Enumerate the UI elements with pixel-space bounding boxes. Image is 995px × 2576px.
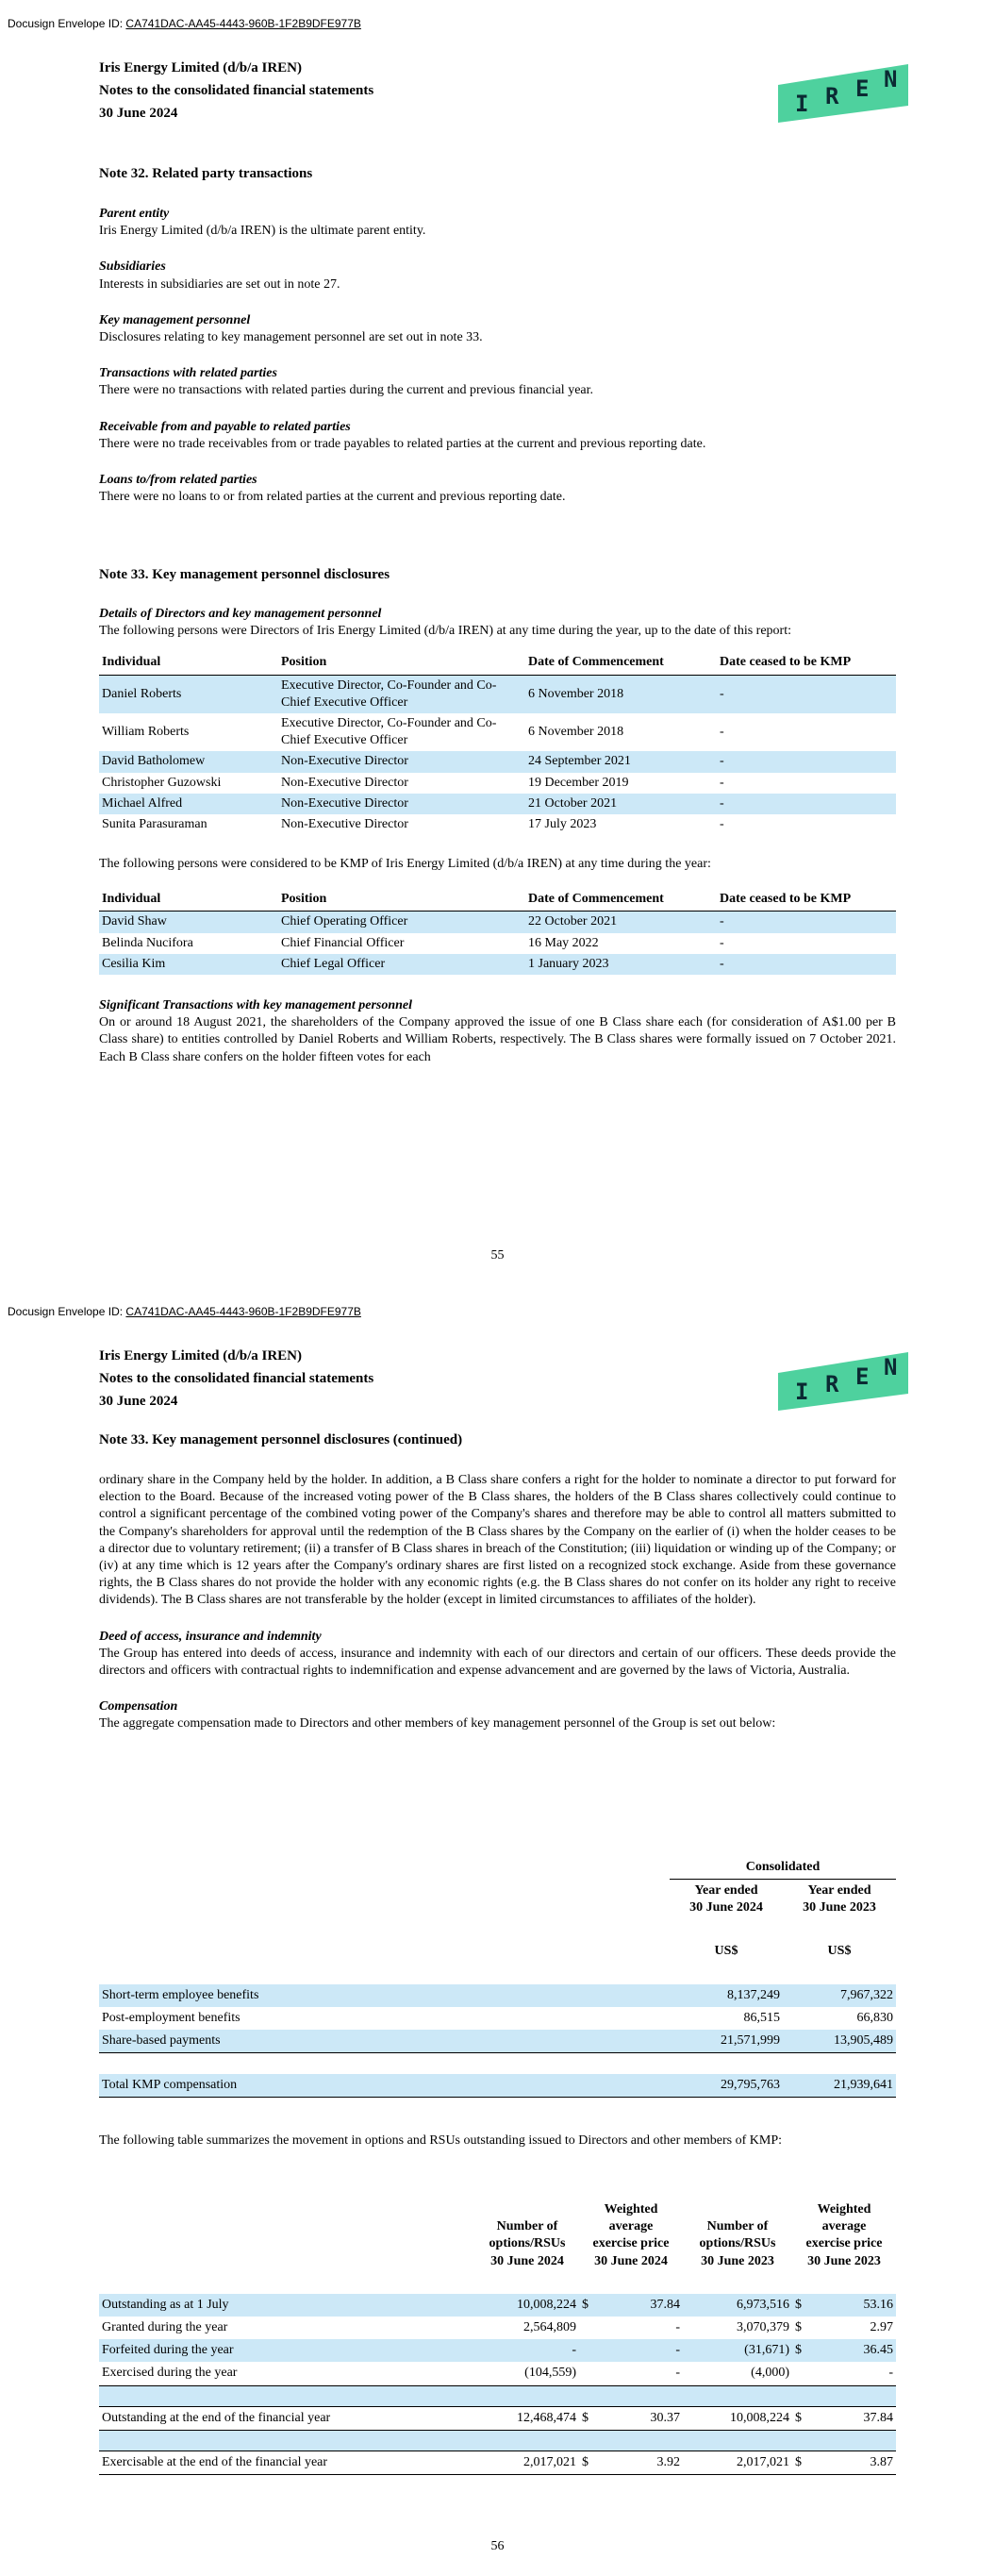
deed-body: The Group has entered into deeds of access, insurance and indemnity with each of our directors and certain of our officers. These deeds provide the directors and officers with contractual rights to indemnification and expense advancement and are governed by the laws of Victoria, Australia. (99, 1646, 896, 1678)
options-intro: The following table summarizes the movement in options and RSUs outstanding issued to Directors and other members of KMP: (99, 2133, 783, 2148)
cell-position: Executive Director, Co-Founder and Co-Chief Executive Officer (278, 675, 525, 713)
col-header: Individual (99, 651, 278, 675)
currency-2024: US$ (714, 1944, 738, 1959)
cell-ceased: - (720, 775, 724, 790)
col-header-line: 30 June 2023 (803, 1900, 876, 1915)
header-line: Number of (496, 2219, 558, 2234)
currency-2024: $ (579, 2294, 600, 2317)
exercisable-end-row (99, 2451, 896, 2474)
table-row (99, 933, 896, 954)
num-2024: 12,468,474 (475, 2406, 579, 2430)
total-label: Total KMP compensation (99, 2074, 670, 2098)
section-parent-entity (99, 206, 896, 240)
cell-position: Non-Executive Director (281, 775, 408, 790)
table-row (99, 2030, 896, 2053)
price-2024: 37.84 (600, 2294, 683, 2317)
header-num-2023 (683, 2199, 792, 2273)
cell-date: 6 November 2018 (528, 725, 624, 740)
note-33-continued-title: Note 33. Key management personnel disclosures (continued) (99, 1432, 463, 1447)
section-subsidiaries (99, 259, 896, 293)
section-receivables (99, 419, 896, 453)
num-2024: 2,017,021 (475, 2451, 579, 2474)
directors-intro: The following persons were Directors of Iris Energy Limited (d/b/a IREN) at any time during the year, up to the date of this report: (99, 624, 791, 639)
directors-section (99, 606, 896, 1066)
currency-2023: $ (795, 2319, 802, 2334)
col-header-line: Year ended (694, 1883, 758, 1899)
row-label: Exercisable at the end of the financial year (99, 2451, 475, 2474)
table-row (99, 2317, 896, 2339)
num-2024: - (475, 2339, 579, 2362)
table-row (99, 751, 896, 772)
envelope-id (8, 1305, 361, 1320)
deed-section (99, 1629, 896, 1681)
value-2024: 21,571,999 (670, 2030, 783, 2053)
envelope-id-value: CA741DAC-AA45-4443-960B-1F2B9DFE977B (125, 1305, 361, 1318)
note-32-sections (99, 206, 896, 525)
col-header-line: 30 June 2024 (689, 1900, 763, 1915)
price-2024: 30.37 (600, 2406, 683, 2430)
table-row (99, 773, 896, 794)
col-header-2024 (670, 1880, 783, 1920)
total-2023: 21,939,641 (783, 2074, 896, 2098)
num-2024: 10,008,224 (475, 2294, 579, 2317)
cell-position: Non-Executive Director (278, 794, 525, 814)
cell-date: 22 October 2021 (525, 912, 717, 933)
cell-position: Non-Executive Director (278, 751, 525, 772)
col-header: Position (278, 888, 525, 912)
compensation-table (99, 1856, 896, 2098)
page-number: 56 (490, 2539, 505, 2553)
cell-position: Chief Legal Officer (278, 954, 525, 975)
price-2024: - (600, 2362, 683, 2385)
table-header-row (99, 651, 896, 675)
section-body: There were no trade receivables from or trade payables to related parties at the current and previous reporting date. (99, 436, 706, 451)
cell-date: 19 December 2019 (528, 775, 629, 790)
currency-2024: $ (579, 2406, 600, 2430)
header-line: options/RSUs (489, 2236, 566, 2251)
envelope-id (8, 17, 361, 32)
cell-individual: David Batholomew (99, 751, 278, 772)
header-line: exercise price (805, 2236, 883, 2251)
row-label: Short-term employee benefits (99, 1984, 670, 2007)
section-transactions (99, 365, 896, 399)
cell-individual: William Roberts (102, 725, 190, 740)
cell-ceased: - (720, 816, 724, 831)
header-line: 30 June 2024 (490, 2253, 564, 2268)
document-header (99, 57, 373, 125)
total-2024: 29,795,763 (670, 2074, 783, 2098)
cell-ceased: - (717, 675, 896, 713)
price-2023: 2.97 (870, 2319, 893, 2334)
table-header-row (99, 888, 896, 912)
currency-row (99, 1920, 896, 1964)
note-32-title: Note 32. Related party transactions (99, 166, 313, 181)
cell-position: Chief Operating Officer (278, 912, 525, 933)
table-row (99, 2339, 896, 2362)
section-title: Subsidiaries (99, 259, 166, 275)
num-2023: 2,017,021 (683, 2451, 792, 2474)
directors-title: Details of Directors and key management personnel (99, 607, 382, 621)
deed-title: Deed of access, insurance and indemnity (99, 1629, 322, 1644)
col-header: Date of Commencement (525, 888, 717, 912)
sig-body: On or around 18 August 2021, the shareholders of the Company approved the issue of one B Class share each (for consideration of A$1.00 per B Class share) to entities controlled by Daniel Roberts and William Roberts, respectively. The B Class shares were formally issued on 7 October 2021. Each B Class share confers on the holder fifteen votes for each (99, 1015, 896, 1064)
value-2023: 13,905,489 (783, 2030, 896, 2053)
section-body: Interests in subsidiaries are set out in note 27. (99, 276, 340, 292)
currency-2023: $ (792, 2339, 813, 2362)
num-2023: 3,070,379 (737, 2319, 789, 2334)
envelope-prefix: Docusign Envelope ID: (8, 1305, 124, 1318)
row-label: Granted during the year (102, 2319, 228, 2334)
col-header: Position (278, 651, 525, 675)
row-label: Outstanding at the end of the financial year (99, 2406, 475, 2430)
document-header (99, 1345, 373, 1413)
svg-text:I: I (795, 91, 809, 117)
cell-ceased: - (717, 751, 896, 772)
section-body: There were no transactions with related parties during the current and previous financial year. (99, 383, 594, 398)
header-line: average (608, 2219, 654, 2234)
section-body: Disclosures relating to key management personnel are set out in note 33. (99, 329, 483, 344)
section-body: Iris Energy Limited (d/b/a IREN) is the ultimate parent entity. (99, 224, 426, 239)
num-2024: 2,564,809 (523, 2319, 576, 2334)
significant-transactions (99, 997, 896, 1066)
currency-2023 (792, 2362, 813, 2385)
row-label: Share-based payments (99, 2030, 670, 2053)
section-key-management-personnel (99, 312, 896, 346)
col-header: Date of Commencement (525, 651, 717, 675)
svg-text:E: E (855, 75, 870, 102)
cell-individual: Michael Alfred (99, 794, 278, 814)
header-line: Number of (706, 2219, 769, 2234)
cell-ceased: - (720, 935, 724, 950)
price-2023: - (813, 2362, 896, 2385)
note-33-continued-body (99, 1472, 896, 1751)
cell-ceased: - (717, 794, 896, 814)
num-2023: 6,973,516 (683, 2294, 792, 2317)
value-2023: 66,830 (856, 2010, 893, 2025)
svg-text:N: N (884, 66, 898, 92)
table-header-row (99, 1856, 896, 1880)
svg-text:R: R (825, 83, 839, 109)
currency-2023: $ (792, 2294, 813, 2317)
currency-2024: $ (579, 2451, 600, 2474)
col-header: Date ceased to be KMP (717, 888, 896, 912)
header-line: options/RSUs (699, 2236, 776, 2251)
section-body: There were no loans to or from related parties at the current and previous reporting date. (99, 490, 566, 505)
iren-logo (776, 1345, 910, 1413)
svg-text:R: R (825, 1371, 839, 1397)
kmp-table (99, 888, 896, 975)
header-date: 30 June 2024 (99, 106, 178, 121)
cell-date: 16 May 2022 (528, 935, 599, 950)
currency-2023: $ (792, 2451, 813, 2474)
header-price-2024 (579, 2199, 683, 2273)
cell-ceased: - (717, 912, 896, 933)
note-33-title: Note 33. Key management personnel disclosures (99, 567, 390, 582)
total-row (99, 2074, 896, 2098)
options-table (99, 2199, 896, 2475)
svg-text:I: I (795, 1379, 809, 1405)
col-header: Date ceased to be KMP (717, 651, 896, 675)
table-row (99, 675, 896, 713)
section-title: Loans to/from related parties (99, 472, 257, 487)
table-row (99, 1984, 896, 2007)
outstanding-end-row (99, 2406, 896, 2430)
currency-2024 (579, 2317, 600, 2339)
section-title: Parent entity (99, 207, 170, 221)
cell-position: Non-Executive Director (281, 816, 408, 831)
price-2023: 36.45 (813, 2339, 896, 2362)
price-2024: - (600, 2339, 683, 2362)
row-label: Post-employment benefits (102, 2010, 240, 2025)
compensation-section (99, 1698, 896, 1732)
table-row (99, 2362, 896, 2385)
header-line: Weighted (604, 2202, 658, 2216)
section-title: Receivable from and payable to related parties (99, 419, 351, 434)
company-name: Iris Energy Limited (d/b/a IREN) (99, 60, 303, 75)
currency-2023: US$ (827, 1944, 852, 1959)
table-row (99, 713, 896, 751)
price-2024: 3.92 (600, 2451, 683, 2474)
b-class-continuation: ordinary share in the Company held by the holder. In addition, a B Class share confers a right for the holder to nominate a director to put forward for election to the Board. Because of the increased voting power of the B Class shares, the holders of the B Class shares collectively could continue to control a significant percentage of the combined voting power of the Company's shares and therefore may be able to control all matters submitted to the Company's shareholders for approval until the redemption of the B Class shares by the Company on the earlier of (i) when the holder ceases to be a director due to voluntary retirement; (ii) a transfer of B Class shares in breach of the Constitution; (iii) liquidation or winding up of the Company; or (iv) at any time which is 12 years after the Company's ordinary shares are first listed on a recognized stock exchange. Aside from these governance rights, the B Class shares do not provide the holder with any economic rights (e.g. the B Class shares do not confer on its holder any right to receive dividends). The B Class shares are not transferable by the holder (except in limited circumstances to affiliates of the holder). (99, 1473, 896, 1608)
num-2024: (104,559) (475, 2362, 579, 2385)
section-title: Transactions with related parties (99, 366, 277, 381)
num-2023: (4,000) (683, 2362, 792, 2385)
page-56 (0, 1288, 995, 2576)
cell-individual: Christopher Guzowski (102, 775, 222, 790)
header-date: 30 June 2024 (99, 1394, 178, 1409)
price-2023: 37.84 (813, 2406, 896, 2430)
col-header-2023 (783, 1880, 896, 1920)
table-row (99, 912, 896, 933)
cell-individual: Cesilia Kim (99, 954, 278, 975)
row-label: Outstanding as at 1 July (99, 2294, 475, 2317)
envelope-prefix: Docusign Envelope ID: (8, 17, 124, 30)
price-2023: 53.16 (813, 2294, 896, 2317)
table-row (99, 2007, 896, 2030)
section-loans (99, 472, 896, 506)
header-subtitle: Notes to the consolidated financial statements (99, 83, 374, 98)
currency-2024 (579, 2339, 600, 2362)
value-2024: 8,137,249 (670, 1984, 783, 2007)
header-line: Weighted (817, 2202, 871, 2216)
header-line: exercise price (592, 2236, 670, 2251)
header-subtitle: Notes to the consolidated financial statements (99, 1371, 374, 1386)
row-label: Exercised during the year (99, 2362, 475, 2385)
header-line: 30 June 2024 (594, 2253, 668, 2268)
num-2023: 10,008,224 (683, 2406, 792, 2430)
kmp-intro: The following persons were considered to be KMP of Iris Energy Limited (d/b/a IREN) at any time during the year: (99, 857, 711, 872)
header-price-2023 (792, 2199, 896, 2273)
cell-ceased: - (720, 725, 724, 740)
col-header-line: Year ended (807, 1883, 871, 1899)
cell-date: 24 September 2021 (525, 751, 717, 772)
price-2023: 3.87 (813, 2451, 896, 2474)
cell-date: 6 November 2018 (525, 675, 717, 713)
header-line: 30 June 2023 (701, 2253, 774, 2268)
cell-individual: Daniel Roberts (99, 675, 278, 713)
svg-text:N: N (884, 1354, 898, 1380)
cell-position: Chief Financial Officer (281, 935, 405, 950)
table-row (99, 954, 896, 975)
envelope-id-value: CA741DAC-AA45-4443-960B-1F2B9DFE977B (125, 17, 361, 30)
table-header-row (99, 1880, 896, 1920)
value-2024: 86,515 (743, 2010, 780, 2025)
col-header: Individual (99, 888, 278, 912)
cell-ceased: - (717, 954, 896, 975)
consolidated-header: Consolidated (670, 1856, 896, 1880)
company-name: Iris Energy Limited (d/b/a IREN) (99, 1348, 303, 1363)
sig-title: Significant Transactions with key management personnel (99, 998, 413, 1012)
row-label: Forfeited during the year (99, 2339, 475, 2362)
table-row (99, 2294, 896, 2317)
directors-table (99, 651, 896, 835)
cell-date: 1 January 2023 (525, 954, 717, 975)
page-number: 55 (490, 1248, 505, 1263)
currency-2024 (579, 2362, 600, 2385)
num-2023: (31,671) (683, 2339, 792, 2362)
currency-2023: $ (792, 2406, 813, 2430)
header-line: average (821, 2219, 867, 2234)
section-title: Key management personnel (99, 312, 251, 327)
header-line: 30 June 2023 (807, 2253, 881, 2268)
svg-text:E: E (855, 1363, 870, 1390)
header-num-2024 (475, 2199, 579, 2273)
cell-individual: David Shaw (99, 912, 278, 933)
value-2023: 7,967,322 (783, 1984, 896, 2007)
table-row (99, 794, 896, 814)
cell-individual: Sunita Parasuraman (102, 816, 207, 831)
iren-logo (776, 57, 910, 125)
cell-date: 21 October 2021 (525, 794, 717, 814)
compensation-body: The aggregate compensation made to Directors and other members of key management personnel of the Group is set out below: (99, 1716, 776, 1731)
cell-date: 17 July 2023 (528, 816, 597, 831)
table-header-row (99, 2199, 896, 2273)
table-row (99, 814, 896, 835)
compensation-title: Compensation (99, 1699, 178, 1715)
price-2024: - (675, 2319, 680, 2334)
cell-position: Executive Director, Co-Founder and Co-Chief Executive Officer (281, 715, 497, 748)
cell-individual: Belinda Nucifora (102, 935, 193, 950)
